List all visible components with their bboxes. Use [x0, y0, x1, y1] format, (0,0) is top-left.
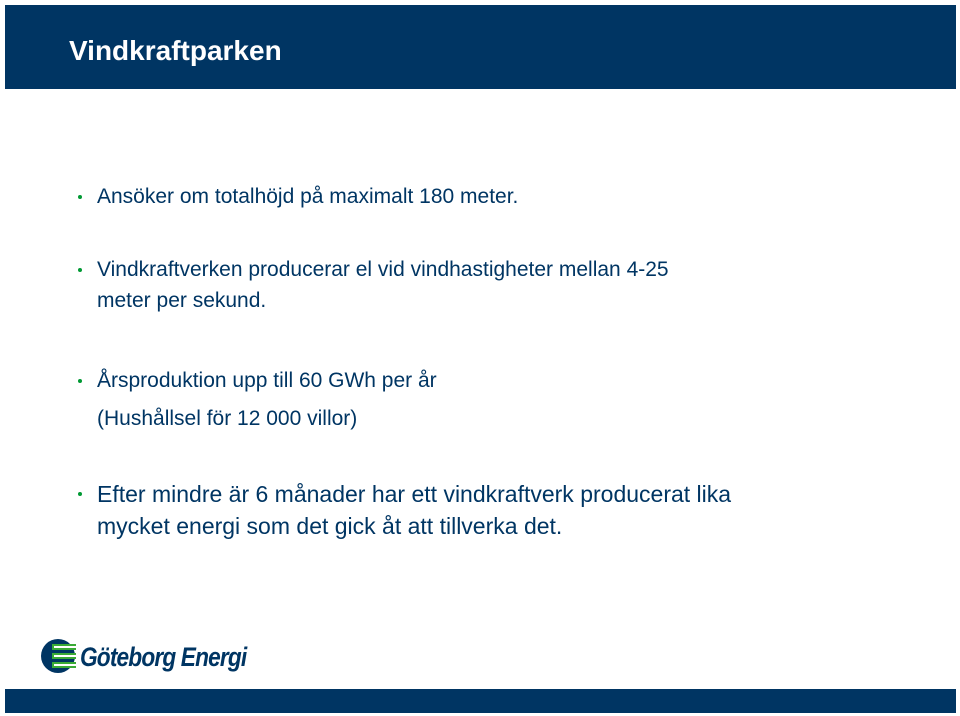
footer-bar — [5, 689, 956, 713]
logo-wordmark: Göteborg Energi — [80, 642, 247, 672]
bullet-marker — [78, 268, 82, 272]
bullet-marker — [78, 492, 82, 496]
goteborg-energi-logo — [38, 636, 268, 680]
bullet-3-line-2: (Hushållsel för 12 000 villor) — [97, 407, 358, 430]
bullet-3-line-1: Årsproduktion upp till 60 GWh per år — [97, 369, 437, 392]
bullet-2-line-2: meter per sekund. — [97, 289, 267, 312]
bullet-4-line-1: Efter mindre är 6 månader har ett vindkraftverk producerat lika — [97, 481, 732, 507]
header-bar — [5, 5, 956, 89]
bullet-marker — [78, 195, 82, 199]
bullet-2-line-1: Vindkraftverken producerar el vid vindhastigheter mellan 4-25 — [97, 258, 669, 281]
goteborg-energi-logo-icon — [38, 636, 78, 676]
bullet-1-line-1: Ansöker om totalhöjd på maximalt 180 meter. — [97, 185, 519, 208]
bullet-marker — [78, 379, 82, 383]
slide-title: Vindkraftparken — [69, 35, 282, 66]
bullet-4-line-2: mycket energi som det gick åt att tillverka det. — [97, 513, 563, 539]
